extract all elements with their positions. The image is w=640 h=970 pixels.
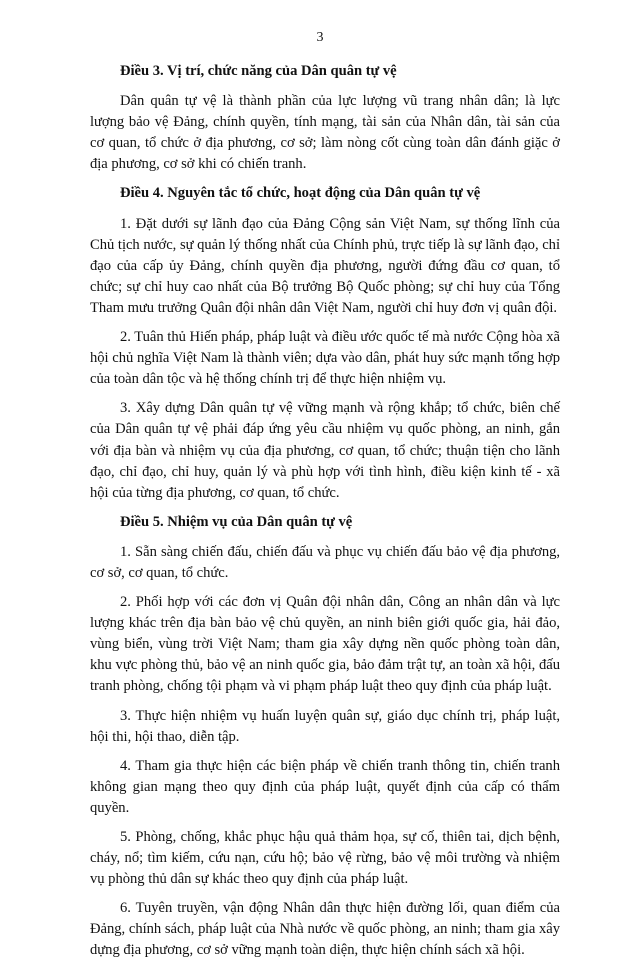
article-5-clause-3: 3. Thực hiện nhiệm vụ huấn luyện quân sự, giáo dục chính trị, pháp luật, hội thi, hội thao, diễn tập. [90, 707, 560, 745]
article-3-paragraph-1: Dân quân tự vệ là thành phần của lực lượng vũ trang nhân dân; là lực lượng bảo vệ Đảng, chính quyền, tính mạng, tài sản của Nhân dân, tài sản của cơ quan, tổ chức ở địa phương, cơ sở; làm nòng cốt cùng toàn dân đánh giặc ở địa phương, cơ sở khi có chiến tranh. [90, 93, 560, 173]
article-3-heading: Điều 3. Vị trí, chức năng của Dân quân tự vệ [120, 63, 397, 79]
article-4-clause-3: 3. Xây dựng Dân quân tự vệ vững mạnh và rộng khắp; tổ chức, biên chế của Dân quân tự vệ phải đáp ứng yêu cầu nhiệm vụ quốc phòng, an ninh, gắn với địa bàn và nhiệm vụ của địa phương, cơ quan, tổ chức; thuận tiện cho lãnh đạo, chỉ đạo, chỉ huy, quản lý và phù hợp với tình hình, điều kiện kinh tế - xã hội của từng địa phương, cơ quan, tổ chức. [90, 400, 560, 501]
page-number: 3 [316, 30, 324, 45]
article-5-clause-5: 5. Phòng, chống, khắc phục hậu quả thảm họa, sự cố, thiên tai, dịch bệnh, cháy, nổ; tìm kiếm, cứu nạn, cứu hộ; bảo vệ rừng, bảo vệ môi trường và nhiệm vụ phòng thủ dân sự khác theo quy định của pháp luật. [90, 829, 560, 888]
article-5-clause-1: 1. Sẵn sàng chiến đấu, chiến đấu và phục vụ chiến đấu bảo vệ địa phương, cơ sở, cơ quan, tổ chức. [90, 543, 560, 581]
article-5-clause-4: 4. Tham gia thực hiện các biện pháp về chiến tranh thông tin, chiến tranh không gian mạng theo quy định của pháp luật, quyết định của cấp có thẩm quyền. [90, 757, 560, 816]
document-body [90, 61, 560, 970]
article-5-clause-6: 6. Tuyên truyền, vận động Nhân dân thực hiện đường lối, quan điểm của Đảng, chính sách, pháp luật của Nhà nước về quốc phòng, an ninh; tham gia xây dựng địa phương, cơ sở vững mạnh toàn diện, thực hiện chính sách xã hội. [90, 900, 560, 959]
article-5-clause-2: 2. Phối hợp với các đơn vị Quân đội nhân dân, Công an nhân dân và lực lượng khác trên địa bàn bảo vệ chủ quyền, an ninh biên giới quốc gia, hải đảo, vùng biển, vùng trời Việt Nam; tham gia xây dựng nền quốc phòng toàn dân, khu vực phòng thủ, bảo vệ an ninh quốc gia, bảo đảm trật tự, an toàn xã hội, đấu tranh phòng, chống tội phạm và vi phạm pháp luật theo quy định của pháp luật. [90, 594, 560, 695]
article-4-clause-1: 1. Đặt dưới sự lãnh đạo của Đảng Cộng sản Việt Nam, sự thống lĩnh của Chủ tịch nước, sự quản lý thống nhất của Chính phủ, trực tiếp là sự lãnh đạo, chỉ đạo của cấp ủy Đảng, chính quyền địa phương, người đứng đầu cơ quan, tổ chức; sự chỉ huy cao nhất của Bộ trưởng Bộ Quốc phòng; sự chỉ huy của Tổng Tham mưu trưởng Quân đội nhân dân Việt Nam, người chỉ huy đơn vị quân đội. [90, 215, 560, 316]
article-5-heading: Điều 5. Nhiệm vụ của Dân quân tự vệ [120, 513, 353, 530]
article-4-heading: Điều 4. Nguyên tắc tổ chức, hoạt động của Dân quân tự vệ [120, 185, 481, 202]
article-4-clause-2: 2. Tuân thủ Hiến pháp, pháp luật và điều ước quốc tế mà nước Cộng hòa xã hội chủ nghĩa Việt Nam là thành viên; dựa vào dân, phát huy sức mạnh tổng hợp của toàn dân tộc và hệ thống chính trị để thực hiện nhiệm vụ. [90, 329, 560, 388]
